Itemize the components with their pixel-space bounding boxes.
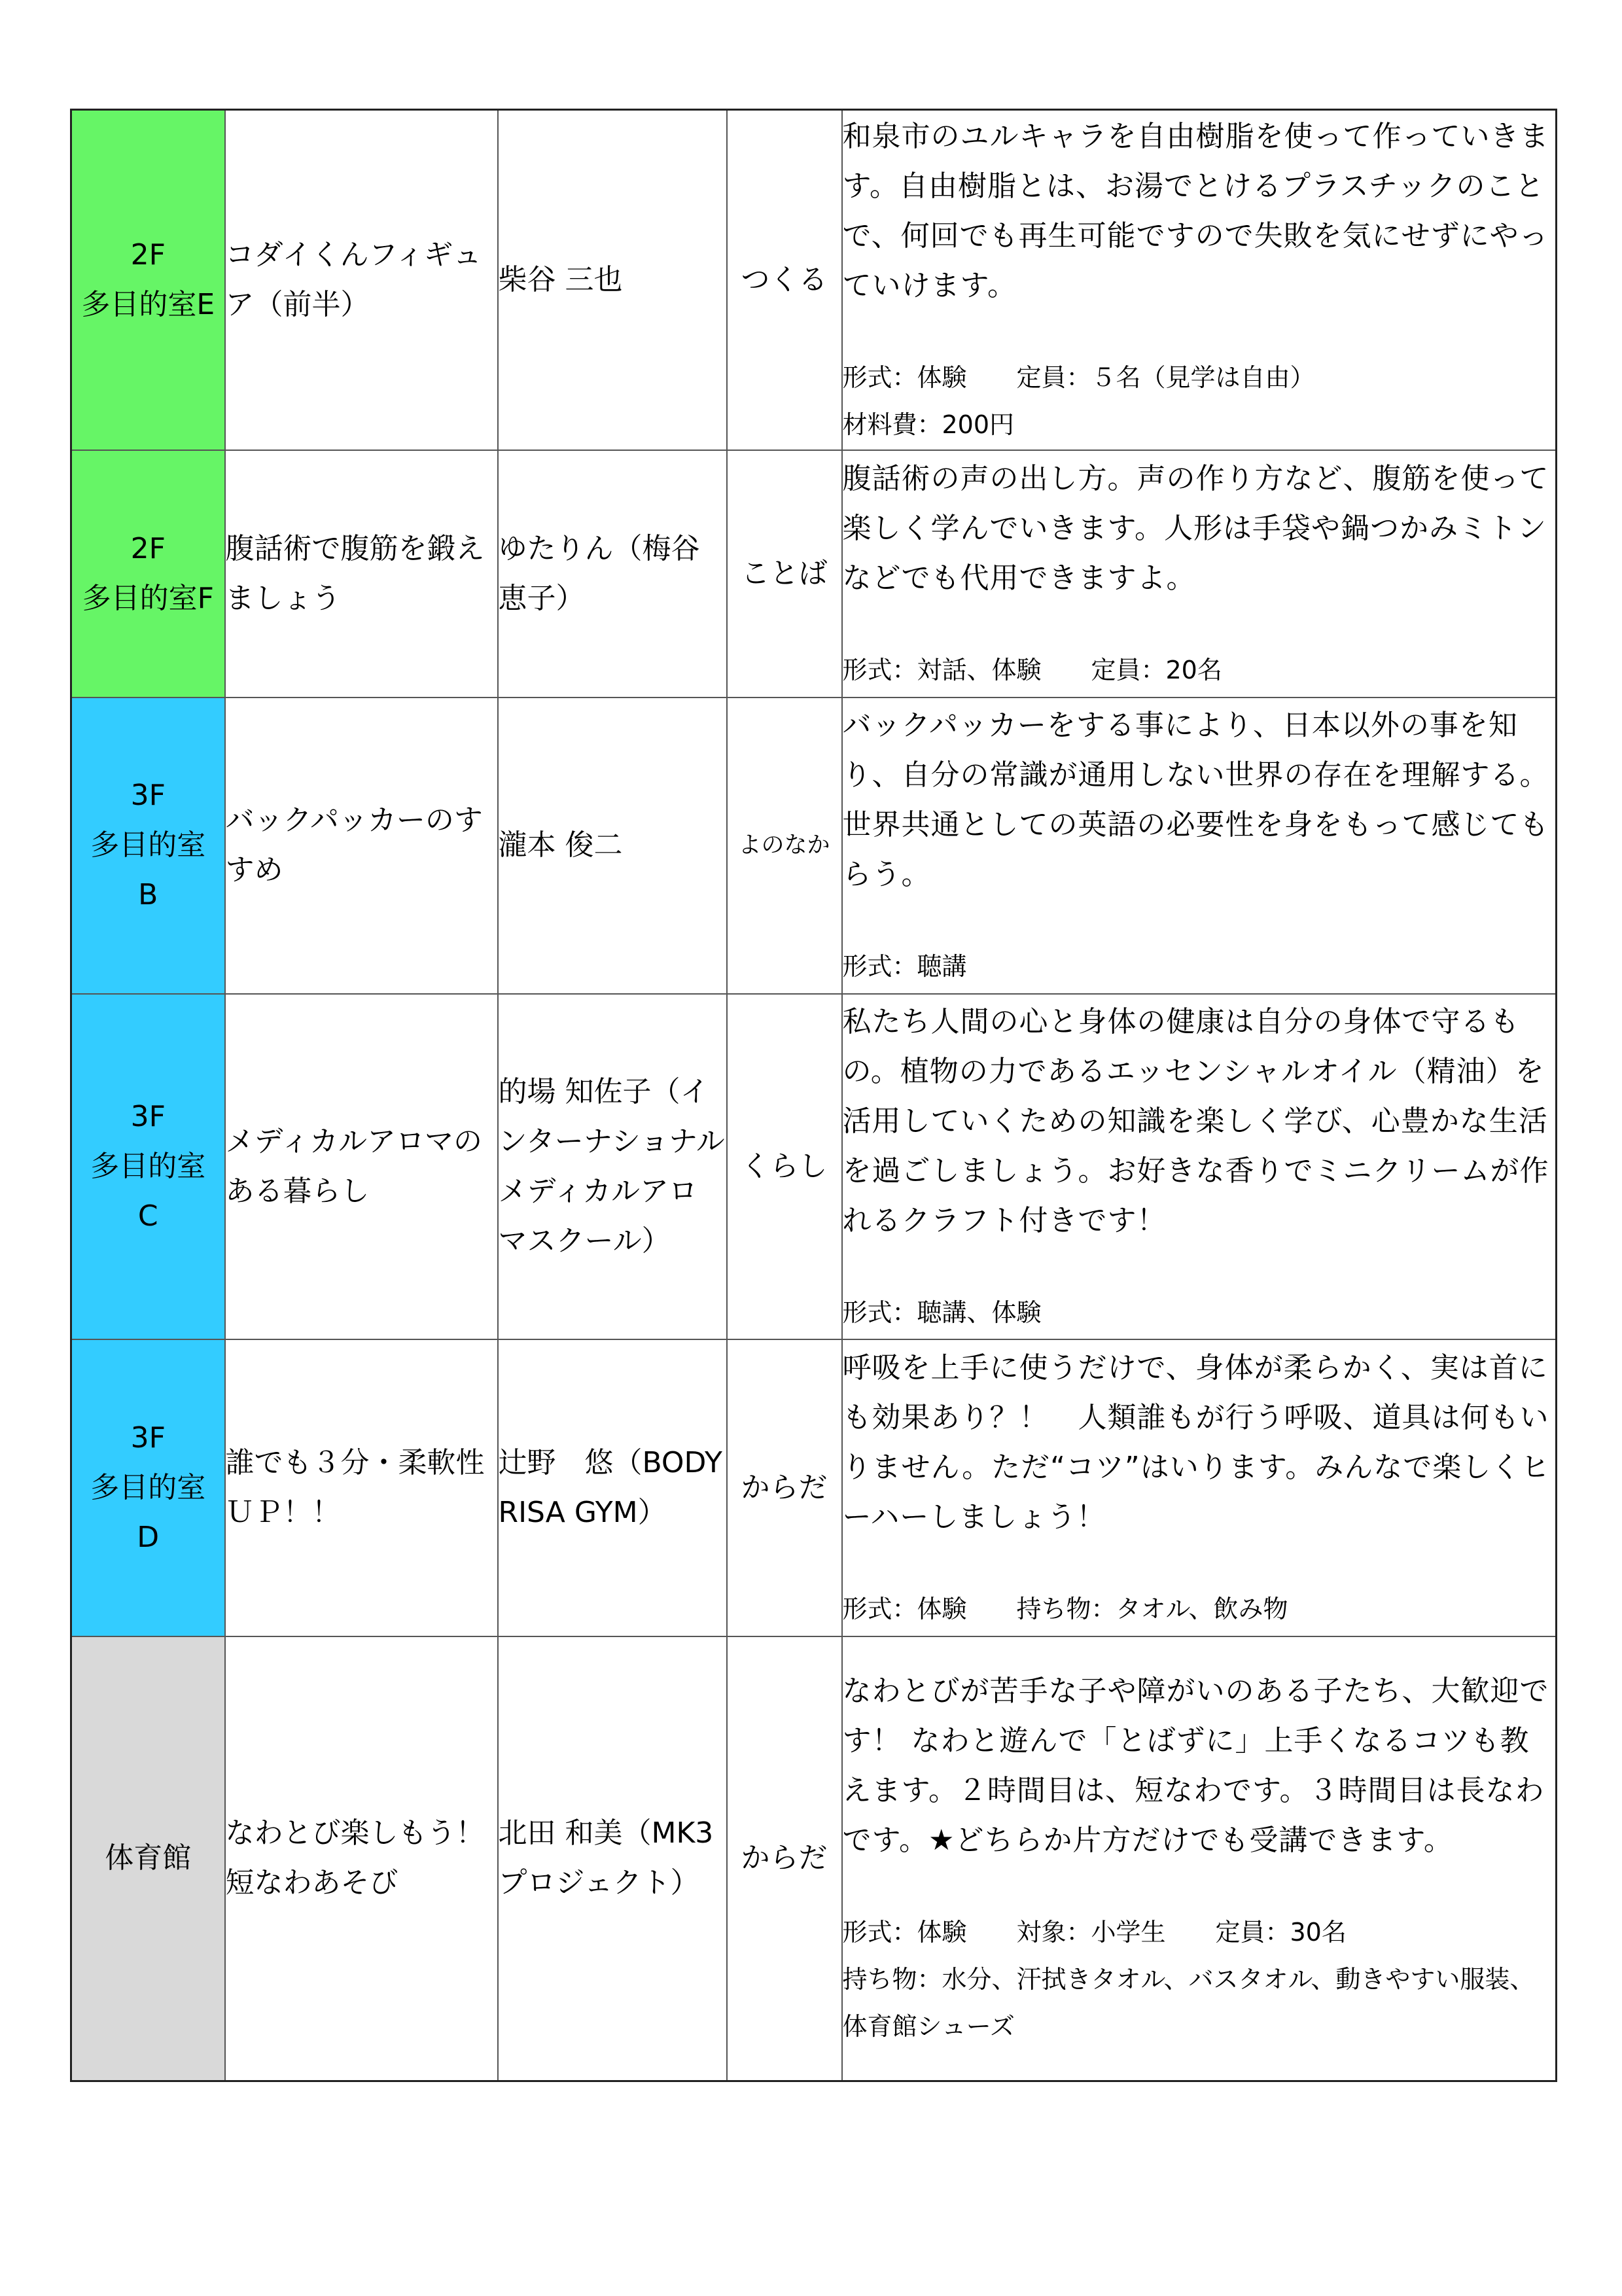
room-floor: 2F xyxy=(130,531,166,565)
description-text: 呼吸を上手に使うだけで、身体が柔らかく、実は首にも効果あり？！ 人類誰もが行う呼吸、道具は何もいりません。ただ“コツ”はいります。みんなで楽しくヒーハーしましょう！ xyxy=(842,1351,1551,1534)
room-letter: C xyxy=(137,1199,158,1233)
lecturer-name: 的場 知佐子（インターナショナルメディカルアロマスクール） xyxy=(498,994,727,1339)
schedule-table xyxy=(70,109,1557,2082)
course-meta xyxy=(843,943,1556,990)
room-name: 体育館 xyxy=(105,1841,192,1875)
table-row xyxy=(71,1339,1557,1636)
room-letter: B xyxy=(138,878,158,911)
room-cell xyxy=(71,1339,225,1636)
category-label: くらし xyxy=(727,994,842,1339)
course-title: コダイくんフィギュア（前半） xyxy=(225,110,498,450)
course-title: 腹話術で腹筋を鍛えましょう xyxy=(225,450,498,698)
room-cell xyxy=(71,110,225,450)
room-floor: 2F xyxy=(130,238,166,272)
meta-line: 形式：聴講 xyxy=(842,952,967,981)
description-cell xyxy=(842,1636,1557,2081)
course-title: 誰でも３分・柔軟性ＵＰ！！ xyxy=(225,1339,498,1636)
table-row xyxy=(71,110,1557,450)
description-cell xyxy=(842,698,1557,994)
room-cell xyxy=(71,1636,225,2081)
meta-line: 形式：体験 定員：５名（見学は自由） xyxy=(842,362,1315,392)
meta-line: 形式：体験 持ち物：タオル、飲み物 xyxy=(842,1594,1288,1623)
description-cell xyxy=(842,450,1557,698)
room-name: 多目的室E xyxy=(81,287,215,321)
table-row xyxy=(71,450,1557,698)
category-label: つくる xyxy=(727,110,842,450)
description-text: 腹話術の声の出し方。声の作り方など、腹筋を使って楽しく学んでいきます。人形は手袋や鍋つかみミトンなどでも代用できますよ。 xyxy=(842,461,1549,595)
room-name: 多目的室F xyxy=(82,581,214,615)
meta-line: 形式：聴講、体験 xyxy=(842,1298,1042,1327)
category-label: ことば xyxy=(727,450,842,698)
category-label: よのなか xyxy=(727,698,842,994)
table-row xyxy=(71,994,1557,1339)
description-text: なわとびが苦手な子や障がいのある子たち、大歓迎です！ なわと遊んで「とばずに」上手くなるコツも教えます。２時間目は、短なわです。３時間目は長なわです。★どちらか片方だけでも受講できます。 xyxy=(842,1674,1549,1858)
lecturer-name: ゆたりん（梅谷恵子） xyxy=(498,450,727,698)
room-name: 多目的室 xyxy=(90,1470,206,1504)
course-title: メディカルアロマのある暮らし xyxy=(225,994,498,1339)
course-title: なわとび楽しもう！ 短なわあそび xyxy=(225,1636,498,2081)
description-text: 和泉市のユルキャラを自由樹脂を使って作っていきます。自由樹脂とは、お湯でとけるプラスチックのことで、何回でも再生可能ですので失敗を気にせずにやっていけます。 xyxy=(842,119,1549,302)
table-row xyxy=(71,1636,1557,2081)
meta-line: 形式：対話、体験 定員：20名 xyxy=(842,655,1222,684)
room-floor: 3F xyxy=(130,1099,166,1133)
category-label: からだ xyxy=(727,1339,842,1636)
meta-line: 持ち物：水分、汗拭きタオル、バスタオル、動きやすい服装、体育館シューズ xyxy=(842,1965,1535,2041)
meta-line: 形式：体験 対象：小学生 定員：30名 xyxy=(842,1918,1347,1947)
meta-line: 材料費：200円 xyxy=(842,410,1015,439)
room-floor: 3F xyxy=(130,1421,166,1455)
room-cell xyxy=(71,450,225,698)
lecturer-name: 北田 和美（MK3プロジェクト） xyxy=(498,1636,727,2081)
room-floor: 3F xyxy=(130,779,166,812)
description-cell xyxy=(842,110,1557,450)
room-cell xyxy=(71,994,225,1339)
description-text: バックパッカーをする事により、日本以外の事を知り、自分の常識が通用しない世界の存在を理解する。世界共通としての英語の必要性を身をもって感じてもらう。 xyxy=(842,709,1549,891)
course-meta xyxy=(843,1909,1556,2050)
lecturer-name: 柴谷 三也 xyxy=(498,110,727,450)
description-cell xyxy=(842,1339,1557,1636)
description-cell xyxy=(842,994,1557,1339)
lecturer-name: 辻野 悠（BODY RISA GYM） xyxy=(498,1339,727,1636)
course-meta xyxy=(843,1289,1556,1336)
room-name: 多目的室 xyxy=(90,828,206,862)
course-meta xyxy=(843,354,1556,448)
room-cell xyxy=(71,698,225,994)
room-name: 多目的室 xyxy=(90,1149,206,1183)
table-row xyxy=(71,698,1557,994)
course-meta xyxy=(843,1585,1556,1633)
description-text: 私たち人間の心と身体の健康は自分の身体で守るもの。植物の力であるエッセンシャルオイル（精油）を活用していくための知識を楽しく学び、心豊かな生活を過ごしましょう。お好きな香りでミニクリームが作れるクラフト付きです！ xyxy=(842,1004,1549,1237)
category-label: からだ xyxy=(727,1636,842,2081)
room-letter: D xyxy=(137,1520,160,1554)
course-meta xyxy=(843,646,1556,694)
lecturer-name: 瀧本 俊二 xyxy=(498,698,727,994)
course-title: バックパッカーのすすめ xyxy=(225,698,498,994)
